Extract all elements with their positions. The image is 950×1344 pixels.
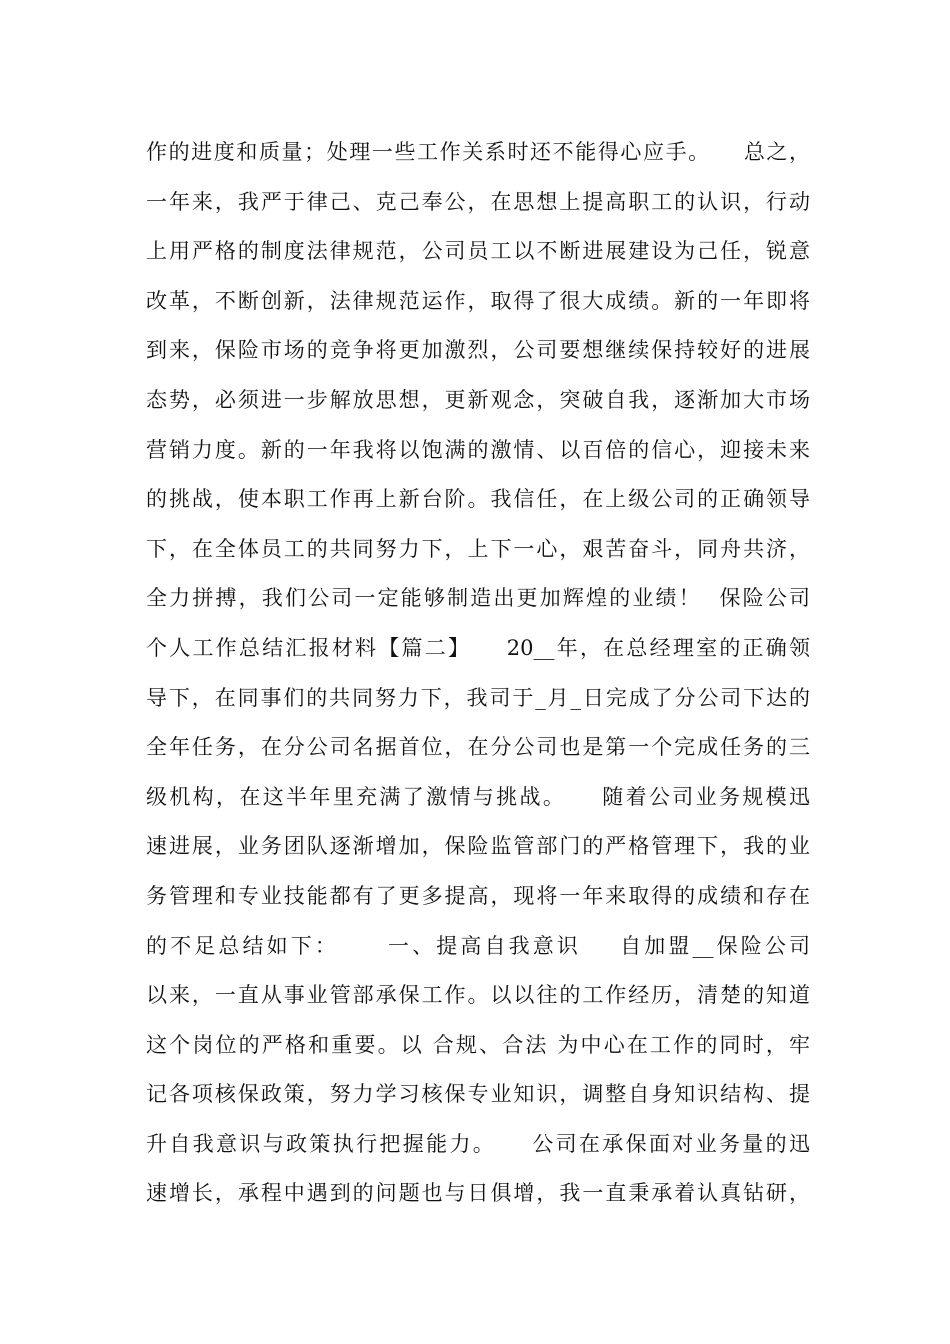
- text-line: 一年来，我严于律己、克己奉公，在思想上提高职工的认识，行动: [146, 189, 810, 214]
- text-line: 级机构，在这半年里充满了激情与挑战。 随着公司业务规模迅: [146, 784, 810, 809]
- text-line: 改革，不断创新，法律规范运作，取得了很大成绩。新的一年即将: [146, 288, 810, 313]
- text-line: 个人工作总结汇报材料【篇二】 20__年，在总经理室的正确领: [146, 635, 810, 660]
- text-line: 态势，必须进一步解放思想，更新观念，突破自我，逐渐加大市场: [146, 387, 810, 412]
- text-line: 到来，保险市场的竞争将更加激烈，公司要想继续保持较好的进展: [146, 338, 810, 363]
- text-line: 全年任务，在分公司名据首位，在分公司也是第一个完成任务的三: [146, 735, 810, 760]
- text-line: 以来，一直从事业管部承保工作。以以往的工作经历，清楚的知道: [146, 983, 810, 1008]
- text-line: 务管理和专业技能都有了更多提高，现将一年来取得的成绩和存在: [146, 883, 810, 908]
- text-line: 作的进度和质量；处理一些工作关系时还不能得心应手。 总之，: [146, 140, 810, 164]
- body-text: [146, 128, 810, 1219]
- text-line: 下，在全体员工的共同努力下，上下一心，艰苦奋斗，同舟共济，: [146, 536, 810, 561]
- text-line: 全力拼搏，我们公司一定能够制造出更加辉煌的业绩！ 保险公司: [146, 586, 810, 611]
- text-line: 上用严格的制度法律规范，公司员工以不断进展建设为己任，锐意: [146, 239, 810, 264]
- text-line: 记各项核保政策，努力学习核保专业知识，调整自身知识结构、提: [146, 1082, 810, 1107]
- text-line: 的挑战，使本职工作再上新台阶。我信任，在上级公司的正确领导: [146, 487, 810, 512]
- text-line: 速增长，承程中遇到的问题也与日俱增，我一直秉承着认真钻研，: [146, 1181, 810, 1206]
- text-line: 速进展，业务团队逐渐增加，保险监管部门的严格管理下，我的业: [146, 834, 810, 859]
- text-line: 的不足总结如下： 一、提高自我意识 自加盟__保险公司: [146, 933, 810, 958]
- text-line: 这个岗位的严格和重要。以 合规、合法 为中心在工作的同时，牢: [146, 1032, 810, 1057]
- text-line: 导下，在同事们的共同努力下，我司于_月_日完成了分公司下达的: [146, 685, 810, 710]
- text-line: 营销力度。新的一年我将以饱满的激情、以百倍的信心，迎接未来: [146, 437, 810, 462]
- text-line: 升自我意识与政策执行把握能力。 公司在承保面对业务量的迅: [146, 1131, 810, 1156]
